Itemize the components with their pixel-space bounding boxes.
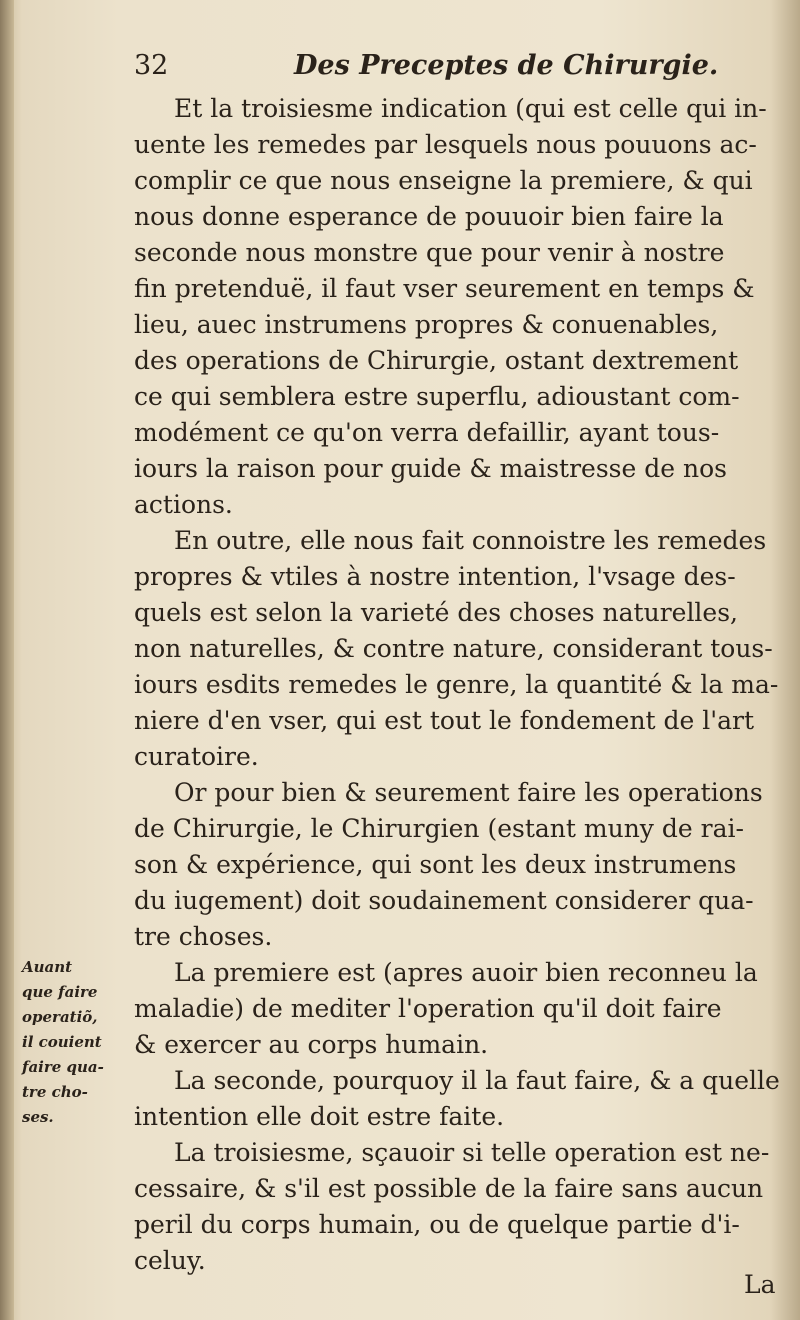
margin-note-line: operatiõ, (22, 1008, 98, 1026)
text-line: non naturelles, & contre nature, considerant tous- (134, 634, 773, 663)
margin-note-line: tre cho- (22, 1083, 88, 1101)
text-line: intention elle doit estre faite. (134, 1102, 505, 1131)
text-line: du iugement) doit soudainement considerer qua- (134, 886, 754, 915)
text-line: modément ce qu'on verra defaillir, ayant tous- (134, 418, 720, 447)
text-line: & exercer au corps humain. (134, 1030, 489, 1059)
text-line: fin pretenduë, il faut vser seurement en temps & (134, 274, 755, 303)
page-gutter (0, 0, 14, 1320)
margin-note-line: Auant (22, 958, 73, 976)
text-line: cessaire, & s'il est possible de la faire sans aucun (134, 1174, 764, 1203)
text-line: quels est selon la varieté des choses naturelles, (134, 598, 739, 627)
text-line: peril du corps humain, ou de quelque partie d'i- (134, 1210, 740, 1239)
text-line: nous donne esperance de pouuoir bien faire la (134, 202, 724, 231)
text-line: La premiere est (apres auoir bien reconneu la (174, 958, 758, 987)
text-line: de Chirurgie, le Chirurgien (estant muny de rai- (134, 814, 744, 843)
text-line: propres & vtiles à nostre intention, l'vsage des- (134, 562, 736, 591)
text-line: lieu, auec instrumens propres & conuenables, (134, 310, 719, 339)
text-line: En outre, elle nous fait connoistre les remedes (174, 526, 767, 555)
text-line: Or pour bien & seurement faire les operations (174, 778, 763, 807)
text-line: La seconde, pourquoy il la faut faire, & a quelle (174, 1066, 780, 1095)
text-line: complir ce que nous enseigne la premiere, & qui (134, 166, 753, 195)
text-line: son & expérience, qui sont les deux instrumens (134, 850, 737, 879)
margin-note-line: faire qua- (22, 1058, 104, 1076)
text-line: seconde nous monstre que pour venir à nostre (134, 238, 725, 267)
text-line: La troisiesme, sçauoir si telle operation est ne- (174, 1138, 770, 1167)
text-line: niere d'en vser, qui est tout le fondement de l'art (134, 706, 755, 735)
margin-note (22, 955, 122, 1130)
page-number: 32 (134, 50, 169, 81)
text-line: ce qui semblera estre superflu, adioustant com- (134, 382, 740, 411)
running-head: Des Preceptes de Chirurgie. (294, 50, 719, 81)
catchword: La (744, 1270, 776, 1299)
body-text (134, 91, 780, 1279)
text-line: celuy. (134, 1246, 206, 1275)
text-line: curatoire. (134, 742, 259, 771)
text-line: actions. (134, 490, 233, 519)
text-line: uente les remedes par lesquels nous pouuons ac- (134, 130, 757, 159)
text-line: maladie) de mediter l'operation qu'il doit faire (134, 994, 722, 1023)
text-line: tre choses. (134, 922, 273, 951)
text-line: iours esdits remedes le genre, la quantité & la ma- (134, 670, 779, 699)
margin-note-line: ses. (22, 1108, 54, 1126)
text-line: des operations de Chirurgie, ostant dextrement (134, 346, 739, 375)
margin-note-line: que faire (22, 983, 98, 1001)
text-line: iours la raison pour guide & maistresse de nos (134, 454, 727, 483)
margin-note-line: il couient (22, 1033, 102, 1051)
text-line: Et la troisiesme indication (qui est celle qui in- (174, 94, 767, 123)
